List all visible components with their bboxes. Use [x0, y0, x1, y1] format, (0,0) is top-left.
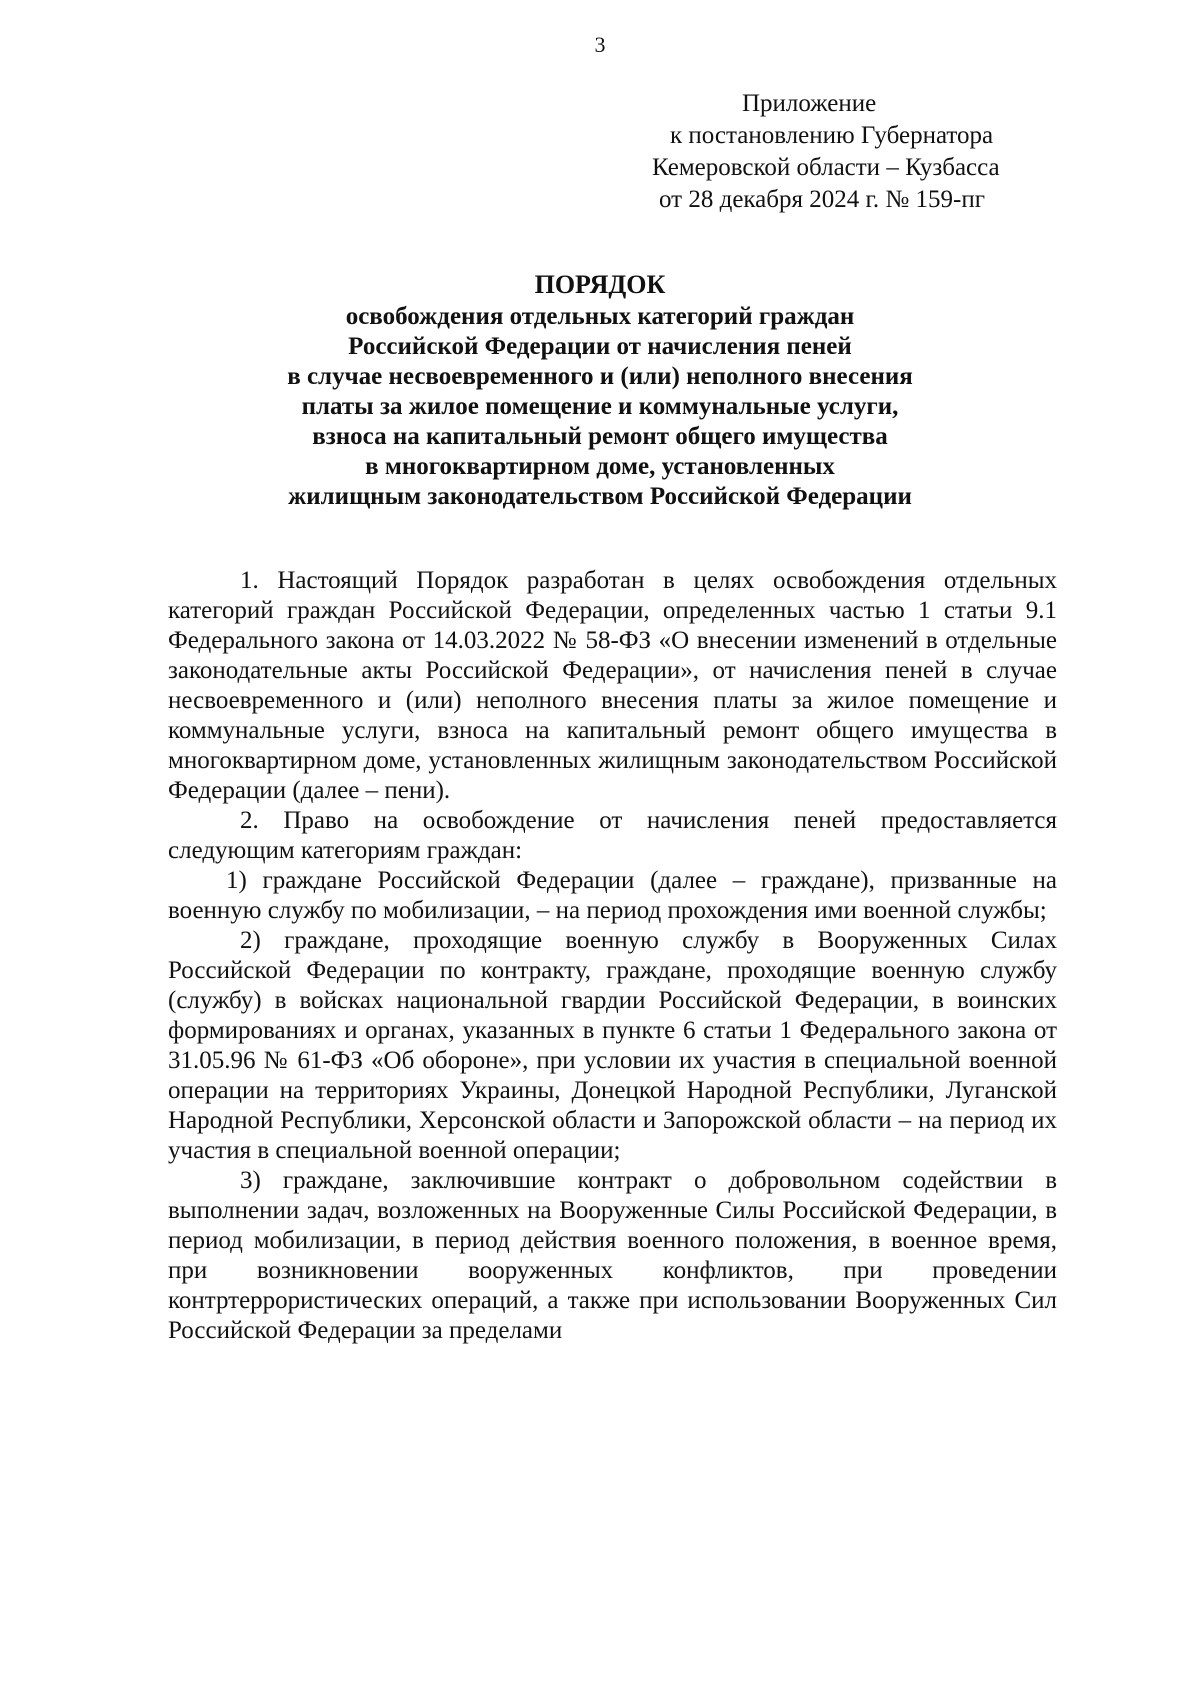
appendix-header [650, 88, 1050, 216]
paragraph: 3) граждане, заключившие контракт о добровольном содействии в выполнении задач, возложенных на Вооруженные Силы Российской Федерации, в период мобилизации, в период действия военного положения, в военное время, при возникновении вооруженных конфликтов, при проведении контртеррористических операций, а также при использовании Вооруженных Сил Российской Федерации за пределами [168, 1167, 1057, 1344]
title-line: в многоквартирном доме, установленных [365, 453, 835, 480]
appendix-line: Приложение [742, 90, 877, 117]
paragraph: 2. Право на освобождение от начисления пеней предоставляется следующим категориям граждан: [168, 807, 1057, 864]
paragraph: 1. Настоящий Порядок разработан в целях освобождения отдельных категорий граждан Российской Федерации, определенных частью 1 статьи 9.1 Федерального закона от 14.03.2022 № 58-ФЗ «О внесении изменений в отдельные законодательные акты Российской Федерации», от начисления пеней в случае несвоевременного и (или) неполного внесения платы за жилое помещение и коммунальные услуги, взноса на капитальный ремонт общего имущества в многоквартирном доме, установленных жилищным законодательством Российской Федерации (далее – пени). [168, 567, 1057, 804]
appendix-line: Кемеровской области – Кузбасса [652, 154, 1000, 181]
title-line: жилищным законодательством Российской Федерации [288, 483, 912, 510]
title-line: в случае несвоевременного и (или) неполного внесения [287, 363, 913, 390]
document-title [160, 268, 1040, 512]
appendix-line: от 28 декабря 2024 г. № 159-пг [659, 186, 985, 213]
appendix-line: к постановлению Губернатора [670, 122, 994, 149]
paragraph: 2) граждане, проходящие военную службу в Вооруженных Силах Российской Федерации по контракту, граждане, проходящие военную службу (службу) в войсках национальной гвардии Российской Федерации, в воинских формированиях и органах, указанных в пункте 6 статьи 1 Федерального закона от 31.05.96 № 61-ФЗ «Об обороне», при условии их участия в специальной военной операции на территориях Украины, Донецкой Народной Республики, Луганской Народной Республики, Херсонской области и Запорожской области – на период их участия в специальной военной операции; [168, 927, 1057, 1164]
paragraph: 1) граждане Российской Федерации (далее – граждане), призванные на военную службу по мобилизации, – на период прохождения ими военной службы; [168, 867, 1057, 924]
title-line: освобождения отдельных категорий граждан [345, 303, 855, 330]
document-body [168, 566, 1057, 1346]
title-main: ПОРЯДОК [534, 270, 666, 299]
title-line: взноса на капитальный ремонт общего имущества [312, 423, 888, 450]
page-number: 3 [594, 32, 606, 57]
title-line: платы за жилое помещение и коммунальные услуги, [301, 393, 899, 420]
title-line: Российской Федерации от начисления пеней [348, 333, 852, 360]
